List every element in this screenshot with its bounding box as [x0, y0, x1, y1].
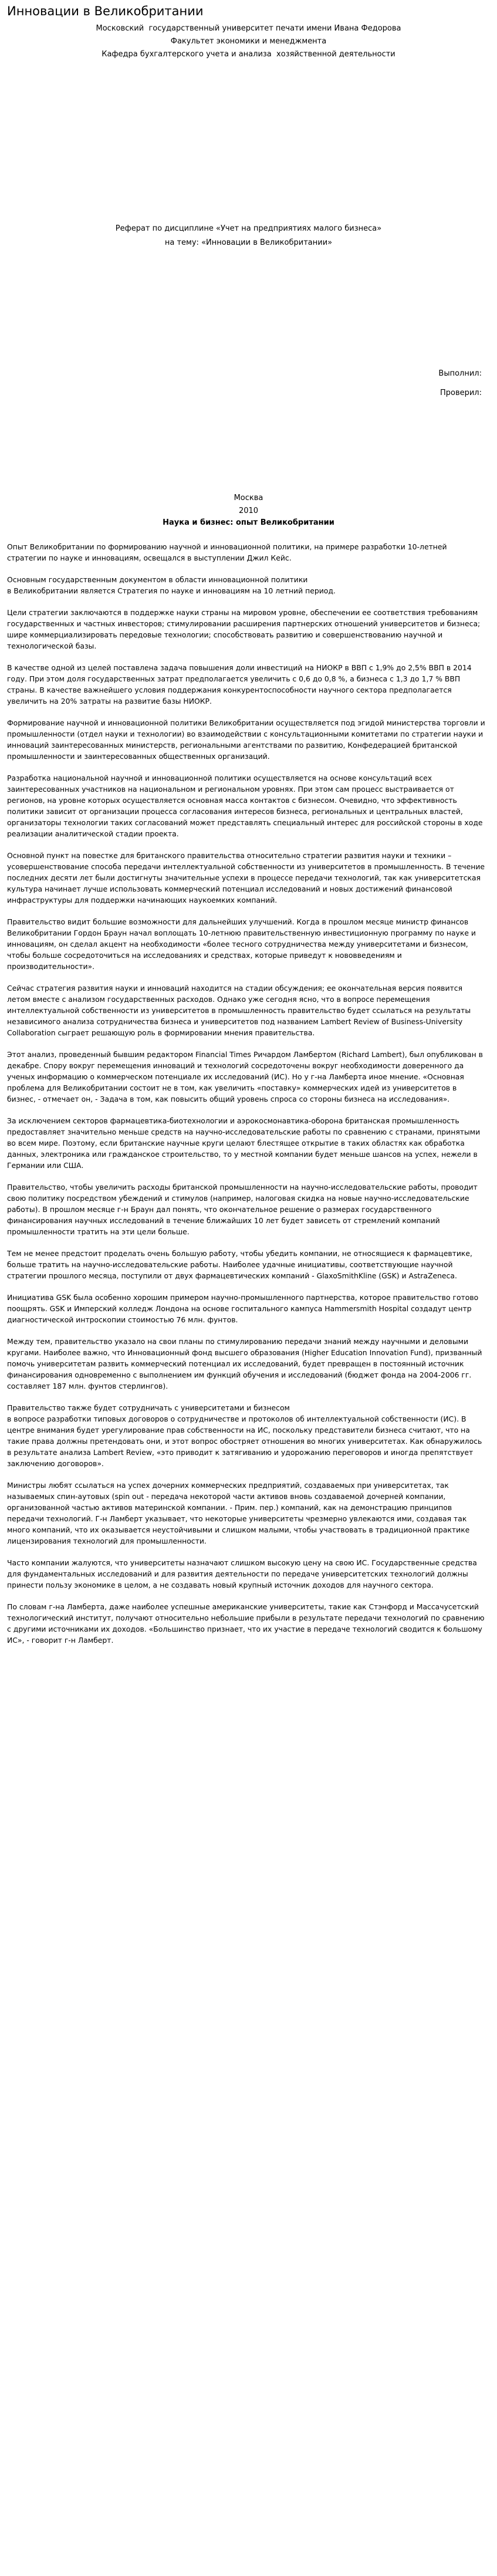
- article-paragraph: Министры любят ссылаться на успех дочерних коммерческих предприятий, создаваемых при университетах, так называемых спин-аутовых (spin out - передача некоторой части активов вновь создаваемой дочерней компании, организованной частью активов материнской компании. - Прим. пер.) компаний, как на демонстрацию принципов передачи технологий. Г-н Ламберт указывает, что некоторые университеты чрезмерно увлекаются ими, создавая так много компаний, что их оказывается неустойчивыми и слишком малыми, чтобы участвовать в традиционной практике лицензирования технологий для промышленности.: [7, 1481, 470, 1545]
- essay-title-block: [0, 222, 497, 250]
- department-name: Кафедра бухгалтерского учета и анализа хозяйственной деятельности: [102, 50, 395, 59]
- article-paragraph: Тем не менее предстоит проделать очень большую работу, чтобы убедить компании, не относящиеся к фармацевтике, больше тратить на научно-исследовательские работы. Наиболее удачные инициативы, соответствующие научной стратегии прошлого месяца, поступили от двух фармацевтических компаний - GlaxoSmithKline (GSK) и AstraZeneca.: [7, 1249, 472, 1280]
- article-paragraph: По словам г-на Ламберта, даже наиболее успешные американские университеты, такие как Стэнфорд и Массачусетский технологический институт, получают относительно небольшие прибыли в результате передачи технологий по сравнению с другими источниками их доходов. «Большинство признает, что их участие в передаче технологий сводится к большому ИС», - говорит г-н Ламберт.: [7, 1602, 485, 1645]
- page-title: Инновации в Великобритании: [7, 4, 204, 18]
- checked-by-label: Проверил:: [439, 389, 482, 397]
- city: Москва: [234, 494, 263, 502]
- article-paragraph: Опыт Великобритании по формированию научной и инновационной политики, на примере разработки 10-летней стратегии по науке и инновациям, освещался в выступлении Джил Кейс.: [7, 542, 447, 562]
- article-paragraph: Правительство также будет сотрудничать с университетами и бизнесом в вопросе разработки типовых договоров о сотрудничестве и протоколов об интеллектуальной собственности (ИС). В центре внимания будет урегулирование прав собственности на ИС, поскольку представители бизнеса считают, что на такие права должны претендовать они, и этот вопрос обостряет отношения во многих университетах. Как обнаружилось в результате анализа Lambert Review, «это приводит к затягиванию и удорожанию переговоров и иногда препятствует заключению договоров».: [7, 1403, 482, 1468]
- article-paragraph: Этот анализ, проведенный бывшим редактором Financial Times Ричардом Ламбертом (Richard Lambert), был опубликован в декабре. Спорy вокруг перемещения инноваций и технологий сосредоточены вокруг необходимости доверенного да ученых информацию о коммерческом потенциале их исследований (ИС). Но у г-на Ламберта иное мнение. «Основная проблема для Великобритании состоит не в том, как увеличить «поставку» коммерческих идей из университетов в бизнес, - отмечает он, - Задача в том, как повысить общий уровень спроса со стороны бизнеса на исследования».: [7, 1050, 483, 1103]
- essay-topic: на тему: «Инновации в Великобритании»: [164, 238, 333, 247]
- article-paragraph: Между тем, правительство указало на свои планы по стимулированию передачи знаний между научными и деловыми кругами. Наиболее важно, что Инновационный фонд высшего образования (Higher Education Innovation Fund), призванный помочь университетам развить коммерческий потенциал их исследований, будет превращен в постоянный источник финансирования одновременно с выполнением им функций обучения и исследований (бюджет фонда на 2004-2006 гг. составляет 187 млн. фунтов стерлингов).: [7, 1337, 482, 1390]
- article-paragraph: За исключением секторов фармацевтика-биотехнологии и аэрокосмонавтика-оборона британская промышленность предоставляет значительно меньше средств на научно-исследовательские работы по сравнению с странами, принятыми во всем мире. Поэтому, если британские научные круги целают блестящее открытие в таких областях как обработка данных, электроника или гражданское строительство, то у местной компании будет меньше шансов на успех, нежели в Германии или США.: [7, 1116, 481, 1170]
- article-paragraph: Основной пункт на повестке для британского правительства относительно стратегии развития науки и техники – усовершенствование способа передачи интеллектуальной собственности из университетов в промышленность. В течение последних десяти лет были достигнуты значительные успехи в процессе передачи технологий, так как университетская культура начинает лучше использовать коммерческий потенциал исследований и новых достижений финансовой инфраструктуры для поддержки начинающих наукоемких компаний.: [7, 851, 485, 904]
- article-paragraph: Основным государственным документом в области инновационной политики в Великобритании является Стратегия по науке и инновациям на 10 летний период.: [7, 575, 336, 595]
- article-paragraph: Инициатива GSK была особенно хорошим примером научно-промышленного партнерства, которое правительство готово поощрять. GSK и Имперский колледж Лондона на основе госпитального кампуса Hammersmith Hospital создадут центр диагностической интроскопии стоимостью 76 млн. фунтов.: [7, 1293, 479, 1324]
- faculty-name: Факультет экономики и менеджмента: [170, 37, 327, 46]
- article-paragraph: В качестве одной из целей поставлена задача повышения доли инвестиций на НИОКР в ВВП с 1,9% до 2,5% ВВП в 2014 году. При этом доля государственных затрат предполагается увеличить с 0,6 до 0,8 %, а бизнеса с 1,3 до 1,7 % ВВП страны. В качестве важнейшего условия поддержания конкурентоспособности научного сектора предполагается увеличить на 20% затраты на развитие базы НИОКР.: [7, 663, 472, 705]
- article-heading: Наука и бизнес: опыт Великобритании: [163, 518, 334, 527]
- article-paragraph: Цели стратегии заключаются в поддержке науки страны на мировом уровне, обеспечении ее соответствия требованиям государственных и частных инвесторов; стимулировании расширения партнерских отношений университетов и бизнеса; шире коммерциализировать передовые технологии; способствовать развитию и совершенствованию научной и технологической базы.: [7, 608, 481, 650]
- year: 2010: [238, 507, 259, 515]
- performed-by-label: Выполнил:: [438, 369, 482, 378]
- article-paragraph: Сейчас стратегия развития науки и инноваций находится на стадии обсуждения; ее окончательная версия появится летом вместе с анализом государственных расходов. Однако уже сегодня ясно, что в вопросе перемещения интеллектуальной собственности из университетов в промышленность правительство будет ссылаться на результаты независимого анализа сотрудничества бизнеса и университетов под названием Lambert Review of Business-University Collaboration сыграет решающую роль в формировании мнения правительства.: [7, 984, 471, 1037]
- article-paragraph: Правительство видит большие возможности для дальнейших улучшений. Когда в прошлом месяце министр финансов Великобритании Гордон Браун начал воплощать 10-летнюю правительственную инвестиционную программу по науке и инновациям, он сделал акцент на необходимости «более тесного сотрудничества между университетами и бизнесом, чтобы больше сосредоточиться на исследованиях и средствах, которые приведут к нововведениям и производительности».: [7, 917, 476, 971]
- city-year-block: [0, 492, 497, 518]
- article-paragraph: Формирование научной и инновационной политики Великобритании осуществляется под эгидой министерства торговли и промышленности (отдел науки и технологии) во взаимодействии с консультационными комитетами по стратегии науки и инноваций заинтересованных министерств, региональными агентствами по развитию, Конфедерацией британской промышленности и заинтересованных общественных организаций.: [7, 718, 485, 761]
- university-name: Московский государственный университет печати имени Ивана Федорова: [96, 24, 401, 33]
- signature-block: [438, 364, 482, 403]
- university-header: [0, 22, 497, 61]
- article-body: [7, 541, 485, 1656]
- article-paragraph: Правительство, чтобы увеличить расходы британской промышленности на научно-исследовательские работы, проводит свою политику посредством убеждений и стимулов (например, налоговая скидка на новые научно-исследовательские работы). В прошлом месяце г-н Браун дал понять, что окончательное решение о размерах государственного финансирования научных исследований в течение ближайших 10 лет будет зависеть от стремлений компаний промышленности тратить на эти цели больше.: [7, 1183, 478, 1236]
- article-paragraph: Часто компании жалуются, что университеты назначают слишком высокую цену на свою ИС. Государственные средства для фундаментальных исследований и для развития деятельности по передаче университетских технологий должны принести пользу экономике в целом, а не создавать новый крупный источник доходов для научного сектора.: [7, 1558, 477, 1589]
- article-paragraph: Разработка национальной научной и инновационной политики осуществляется на основе консультаций всех заинтересованных участников на национальном и региональном уровнях. При этом сам процесс выстраивается от регионов, на уровне которых осуществляется основная масса контактов с бизнесом. Очевидно, что эффективность политики зависит от организации процесса согласования интересов бизнеса, региональных и центральных властей, организаторы технологии таких согласований может представлять специальный интерес для российской стороны в ходе реализации аналитической стадии проекта.: [7, 774, 483, 838]
- essay-discipline: Реферат по дисциплине «Учет на предприятиях малого бизнеса»: [115, 224, 382, 233]
